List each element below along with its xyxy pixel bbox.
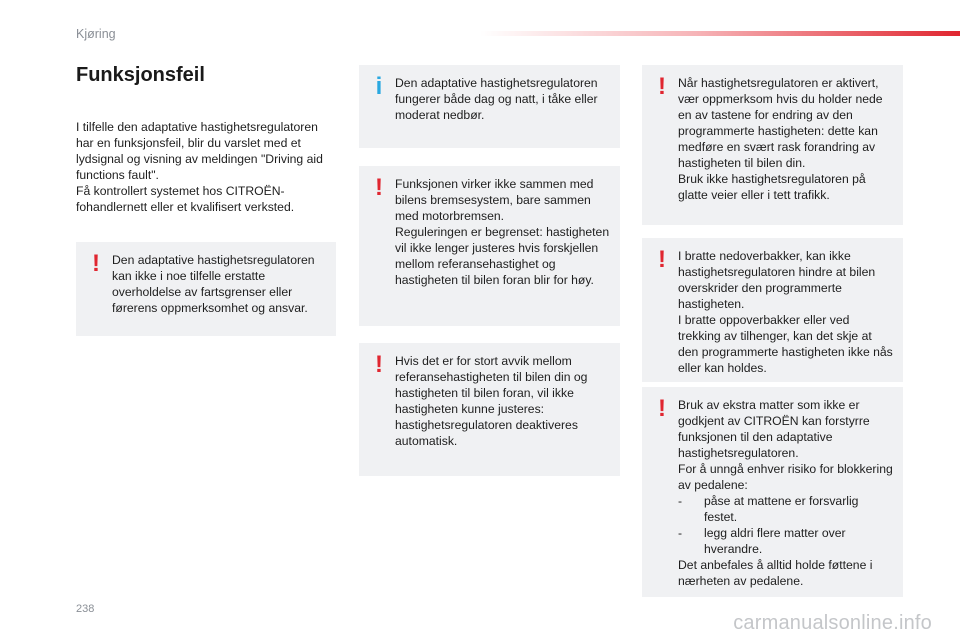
section-label: Kjøring — [76, 27, 116, 41]
watermark: carmanualsonline.info — [733, 612, 932, 634]
intro-text — [76, 119, 336, 215]
box-paragraph: Den adaptative hastighetsregulatoren fungerer både dag og natt, i tåke eller moderat nedbør. — [395, 76, 598, 122]
intro-paragraph: I tilfelle den adaptative hastighetsregulatoren har en funksjonsfeil, blir du varslet med et lydsignal og visning av meldingen "Driving aid functions fault". — [76, 120, 323, 182]
dash-list — [678, 493, 895, 557]
warning-icon: ! — [658, 395, 666, 422]
box-paragraph: Hvis det er for stort avvik mellom referansehastigheten til bilen din og hastigheten til bilen foran, vil ikke hastigheten kunne justeres: hastighetsregulatoren deaktiveres automatisk. — [395, 354, 588, 448]
page-number: 238 — [76, 603, 95, 615]
warning-box — [642, 238, 903, 382]
warning-icon: ! — [375, 174, 383, 201]
box-paragraph: I bratte nedoverbakker, kan ikke hastighetsregulatoren hindre at bilen overskrider den programmerte hastigheten. — [678, 249, 876, 311]
warning-icon: ! — [92, 250, 100, 277]
warning-box — [359, 343, 620, 476]
warning-box — [76, 242, 336, 336]
header-accent-bar — [480, 31, 960, 36]
box-paragraph: Bruk ikke hastighetsregulatoren på glatte veier eller i tett trafikk. — [678, 172, 866, 202]
warning-icon: ! — [375, 351, 383, 378]
box-paragraph: Når hastighetsregulatoren er aktivert, vær oppmerksom hvis du holder nede en av tastene for endring av den programmerte hastigheten: dette kan medføre en svært rask forandring av hastigheten til bilen din. — [678, 76, 883, 170]
info-text — [395, 75, 612, 123]
list-item: - påse at mattene er forsvarlig festet. — [678, 493, 895, 525]
warning-text — [112, 252, 328, 316]
list-item: - legg aldri flere matter over hverandre. — [678, 525, 895, 557]
box-paragraph: I bratte oppoverbakker eller ved trekking av tilhenger, kan det skje at den programmerte hastigheten ikke nås eller kan holdes. — [678, 313, 893, 375]
warning-text — [395, 353, 612, 449]
box-paragraph: Det anbefales å alltid holde føttene i nærheten av pedalene. — [678, 558, 873, 588]
warning-box — [642, 65, 903, 225]
warning-text — [678, 397, 895, 589]
warning-text — [395, 176, 612, 288]
warning-box — [642, 387, 903, 597]
info-icon: i — [375, 73, 383, 100]
box-paragraph: Reguleringen er begrenset: hastigheten vil ikke lenger justeres hvis forskjellen mellom referansehastighet og hastigheten til bilen foran blir for høy. — [395, 225, 610, 287]
box-paragraph: For å unngå enhver risiko for blokkering av pedalene: — [678, 462, 893, 492]
intro-paragraph: Få kontrollert systemet hos CITROËN-fohandlernett eller et kvalifisert verksted. — [76, 184, 295, 214]
warning-text — [678, 248, 895, 376]
page-title: Funksjonsfeil — [76, 64, 205, 86]
warning-icon: ! — [658, 73, 666, 100]
info-box — [359, 65, 620, 148]
box-paragraph: Den adaptative hastighetsregulatoren kan ikke i noe tilfelle erstatte overholdelse av fartsgrenser eller førerens oppmerksomhet og ansvar. — [112, 253, 315, 315]
box-paragraph: Funksjonen virker ikke sammen med bilens bremsesystem, bare sammen med motorbremsen. — [395, 177, 594, 223]
warning-text — [678, 75, 895, 203]
warning-box — [359, 166, 620, 326]
box-paragraph: Bruk av ekstra matter som ikke er godkjent av CITROËN kan forstyrre funksjonen til den adaptative hastighetsregulatoren. — [678, 398, 870, 460]
warning-icon: ! — [658, 246, 666, 273]
